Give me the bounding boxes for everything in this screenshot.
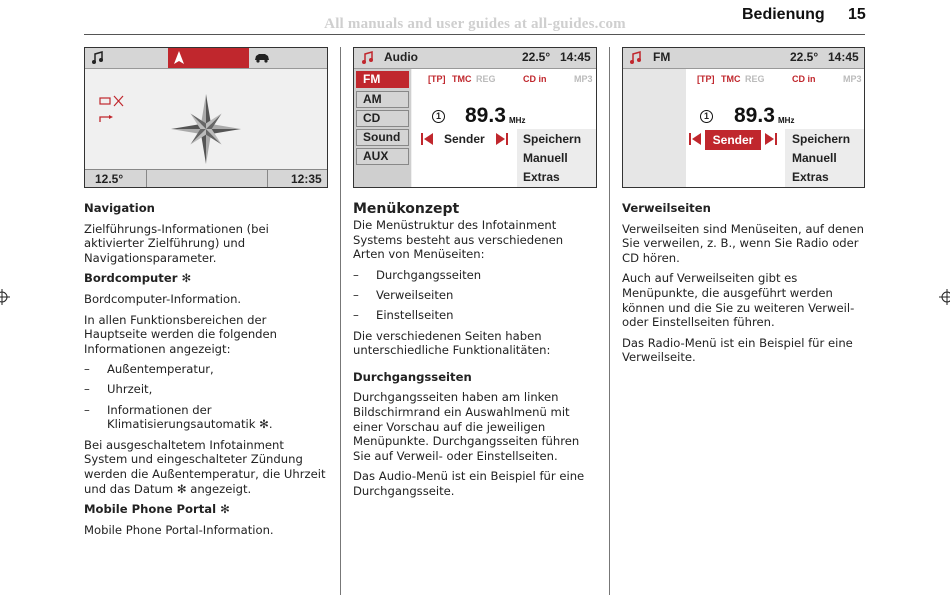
sender-button-label: Sender: [712, 133, 754, 147]
list-item: – Durchgangsseiten: [353, 267, 482, 282]
screen-title: FM: [653, 50, 671, 64]
option-extras[interactable]: Extras: [523, 170, 560, 184]
menu-item-aux[interactable]: AUX: [356, 148, 409, 165]
bar-divider: [146, 169, 147, 188]
tp-indicator: [TP]: [697, 74, 715, 84]
empty-sidebar: [623, 69, 686, 188]
sender-button[interactable]: [705, 130, 761, 150]
paragraph: Auch auf Verweilseiten gibt es Menüpunkte, die ausgeführt werden können und die Sie zu weiteren Verweil- oder Einstellseiten führen.: [622, 271, 855, 330]
list-item: – Außentemperatur,: [84, 362, 214, 377]
menu-item-am[interactable]: AM: [356, 91, 409, 108]
preset-number: 1: [432, 110, 445, 123]
clock-time: 14:45: [828, 50, 859, 64]
menu-sidebar-empty: [354, 167, 411, 188]
paragraph: Durchgangsseiten haben am linken Bildschirmrand ein Auswahlmenü mit einer Vorschau auf die jeweiligen Menüpunkte. Durchgangsseiten führen Sie auf Verweil- oder Einstellseiten.: [353, 390, 580, 463]
paragraph: Die verschiedenen Seiten haben unterschiedliche Funktionalitäten:: [353, 328, 551, 358]
list-item: – Verweilseiten: [353, 287, 454, 302]
seek-forward-icon[interactable]: [765, 133, 777, 145]
tmc-indicator: TMC: [452, 74, 472, 84]
outside-temperature: 12.5°: [95, 172, 124, 186]
mp3-indicator: MP3: [843, 74, 862, 84]
column-divider: [340, 47, 341, 595]
paragraph: In allen Funktionsbereichen der Hauptseite werden die folgenden Informationen angezeigt:: [84, 312, 278, 356]
fm-radio-screen: [622, 47, 865, 188]
screen-title: Audio: [384, 50, 418, 64]
seek-forward-icon[interactable]: [496, 133, 508, 145]
audio-menu-screen: [353, 47, 597, 188]
registration-mark-icon: [0, 289, 10, 305]
header-rule: [84, 34, 865, 35]
tp-indicator: [TP]: [428, 74, 446, 84]
clock-time: 14:45: [560, 50, 591, 64]
music-note-icon[interactable]: [91, 51, 105, 65]
page-types-list: [353, 268, 597, 323]
option-speichern[interactable]: Speichern: [523, 132, 582, 146]
navigation-arrow-icon: [173, 51, 185, 65]
page-header-title: Bedienung: [742, 6, 825, 23]
paragraph: Das Audio-Menü ist ein Beispiel für eine Durchgangsseite.: [353, 469, 585, 498]
paragraph: Bei ausgeschaltetem Infotainment System und eingeschalteter Zündung werden die Außentemperatur, die Uhrzeit und das Datum ✻ angezeigt.: [84, 437, 326, 496]
music-note-icon: [629, 51, 643, 65]
frequency-unit: MHz: [778, 116, 795, 125]
preset-number: 1: [700, 110, 713, 123]
heading-bordcomputer: Bordcomputer ✻: [84, 271, 192, 286]
option-manuell[interactable]: Manuell: [523, 151, 568, 165]
seek-back-icon[interactable]: [689, 133, 701, 145]
option-manuell[interactable]: Manuell: [792, 151, 837, 165]
column-3-text: [622, 201, 865, 371]
column-divider: [609, 47, 610, 595]
column-2-text: [353, 201, 597, 505]
option-speichern[interactable]: Speichern: [792, 132, 851, 146]
reg-indicator: REG: [476, 74, 496, 84]
heading-navigation: Navigation: [84, 201, 155, 215]
watermark: All manuals and user guides at all-guides.com: [324, 16, 626, 32]
heading-durchgangsseiten: Durchgangsseiten: [353, 369, 472, 384]
list-item: – Uhrzeit,: [84, 382, 153, 397]
paragraph: Das Radio-Menü ist ein Beispiel für eine Verweilseite.: [622, 335, 853, 365]
heading-mobile-phone-portal: Mobile Phone Portal ✻: [84, 502, 230, 517]
info-list: [84, 362, 330, 431]
navigation-screen: [84, 47, 328, 188]
tmc-indicator: TMC: [721, 74, 741, 84]
frequency-unit: MHz: [509, 116, 526, 125]
paragraph: Bordcomputer-Information.: [84, 291, 242, 306]
paragraph: Verweilseiten sind Menüseiten, auf denen Sie verweilen, z. B., wenn Sie Radio oder CD hören.: [622, 221, 864, 265]
outside-temperature: 22.5°: [522, 50, 551, 64]
compass-rose-icon: [169, 92, 243, 166]
paragraph: Die Menüstruktur des Infotainment Systems besteht aus verschiedenen Arten von Menüseiten:: [353, 218, 564, 262]
route-icon: [99, 114, 115, 124]
registration-mark-icon: [939, 289, 950, 305]
heading-verweilseiten: Verweilseiten: [622, 201, 711, 215]
frequency-value: 89.3: [465, 104, 506, 127]
clock-time: 12:35: [291, 172, 322, 186]
paragraph: Zielführungs-Informationen (bei aktivierter Zielführung) und Navigationsparameter.: [84, 221, 269, 265]
menu-item-fm[interactable]: FM: [356, 71, 409, 88]
heading-menuekonzept: Menükonzept: [353, 201, 460, 217]
cd-in-indicator: CD in: [792, 74, 816, 84]
column-1-text: [84, 201, 330, 543]
list-item: – Einstellseiten: [353, 307, 454, 322]
outside-temperature: 22.5°: [790, 50, 819, 64]
option-extras[interactable]: Extras: [792, 170, 829, 184]
car-icon[interactable]: [254, 53, 270, 63]
menu-item-sound[interactable]: Sound: [356, 129, 409, 146]
reg-indicator: REG: [745, 74, 765, 84]
page-number: 15: [848, 6, 866, 23]
frequency-value: 89.3: [734, 104, 775, 127]
seek-back-icon[interactable]: [421, 133, 433, 145]
music-note-icon: [361, 51, 375, 65]
sender-label: Sender: [444, 132, 485, 146]
traffic-info-icon: [99, 95, 125, 107]
mp3-indicator: MP3: [574, 74, 593, 84]
paragraph: Mobile Phone Portal-Information.: [84, 522, 274, 537]
list-item: – Informationen der Klimatisierungsautomatik ✻.: [84, 402, 273, 432]
menu-item-cd[interactable]: CD: [356, 110, 409, 127]
bar-divider: [267, 169, 268, 188]
cd-in-indicator: CD in: [523, 74, 547, 84]
navigation-tab[interactable]: [168, 48, 249, 68]
